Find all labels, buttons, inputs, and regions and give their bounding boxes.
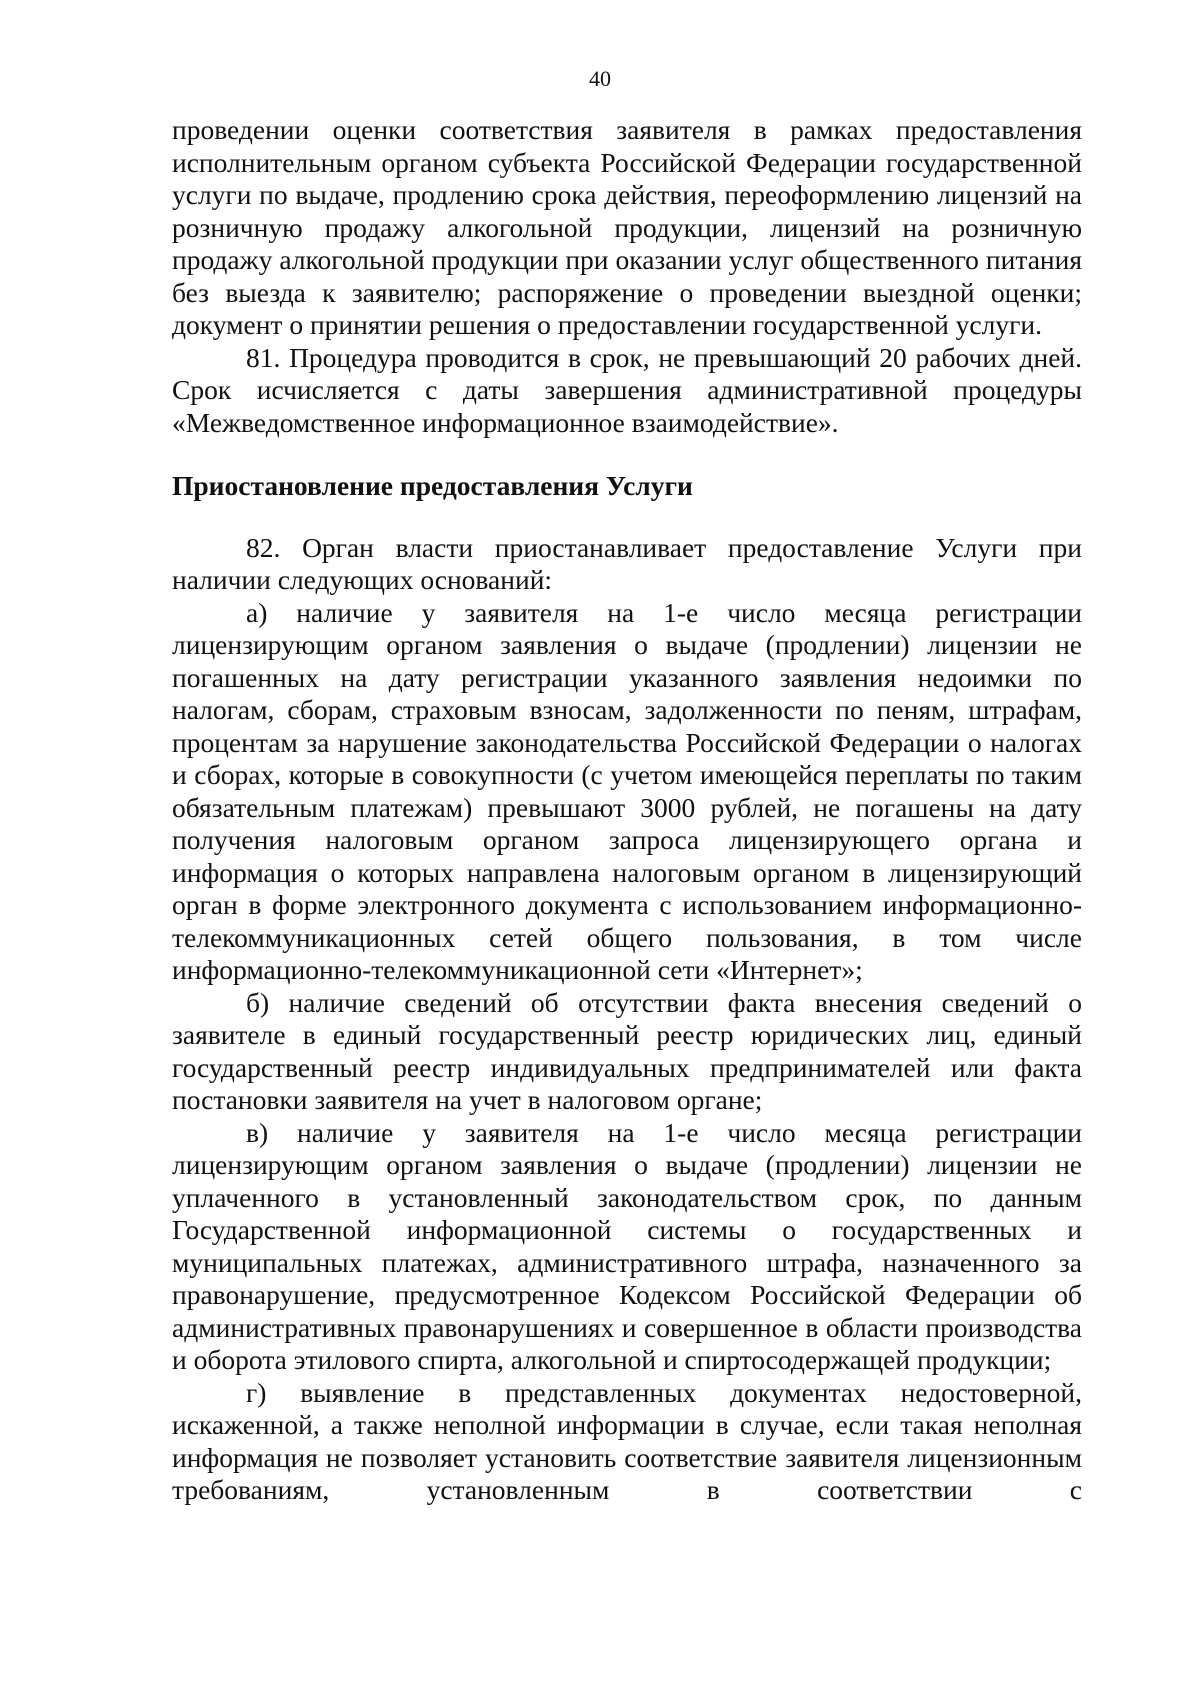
paragraph-82-b: б) наличие сведений об отсутствии факта внесения сведений о заявителе в единый государственный реестр юридических лиц, единый государственный реестр индивидуальных предпринимателей или факта постановки заявителя на учет в налоговом органе; [172,986,1082,1115]
paragraph-82-v: в) наличие у заявителя на 1-е число месяца регистрации лицензирующим органом заявления о выдаче (продлении) лицензии не уплаченного в установленный законодательством срок, по данным Государственной информационной системы о государственных и муниципальных платежах, административного штрафа, назначенного за правонарушение, предусмотренное Кодексом Российской Федерации об административных правонарушениях и совершенное в области производства и оборота этилового спирта, алкогольной и спиртосодержащей продукции; [172,1116,1082,1375]
paragraph-81: 81. Процедура проводится в срок, не превышающий 20 рабочих дней. Срок исчисляется с даты завершения административной процедуры «Межведомственное информационное взаимодействие». [172,341,1082,438]
section-heading: Приостановление предоставления Услуги [172,470,693,501]
paragraph-continuation: проведении оценки соответствия заявителя в рамках предоставления исполнительным органом субъекта Российской Федерации государственной услуги по выдаче, продлению срока действия, переоформлению лицензий на розничную продажу алкогольной продукции, лицензий на розничную продажу алкогольной продукции при оказании услуг общественного питания без выезда к заявителю; распоряжение о проведении выездной оценки; документ о принятии решения о предоставлении государственной услуги. [172,114,1082,340]
paragraph-82: 82. Орган власти приостанавливает предоставление Услуги при наличии следующих оснований: [172,531,1082,595]
document-body [172,114,1082,1507]
page-number: 40 [589,66,611,91]
paragraph-82-g: г) выявление в представленных документах недостоверной, искаженной, а также неполной информации в случае, если такая неполная информация не позволяет установить соответствие заявителя лицензионным требованиям, установленным в соответствии с [172,1376,1082,1505]
paragraph-82-a: а) наличие у заявителя на 1-е число месяца регистрации лицензирующим органом заявления о выдаче (продлении) лицензии не погашенных на дату регистрации указанного заявления недоимки по налогам, сборам, страховым взносам, задолженности по пеням, штрафам, процентам за нарушение законодательства Российской Федерации о налогах и сборах, которые в совокупности (с учетом имеющейся переплаты по таким обязательным платежам) превышают 3000 рублей, не погашены на дату получения налоговым органом запроса лицензирующего органа и информация о которых направлена налоговым органом в лицензирующий орган в форме электронного документа с использованием информационно-телекоммуникационных сетей общего пользования, в том числе информационно-телекоммуникационной сети «Интернет»; [172,596,1082,985]
